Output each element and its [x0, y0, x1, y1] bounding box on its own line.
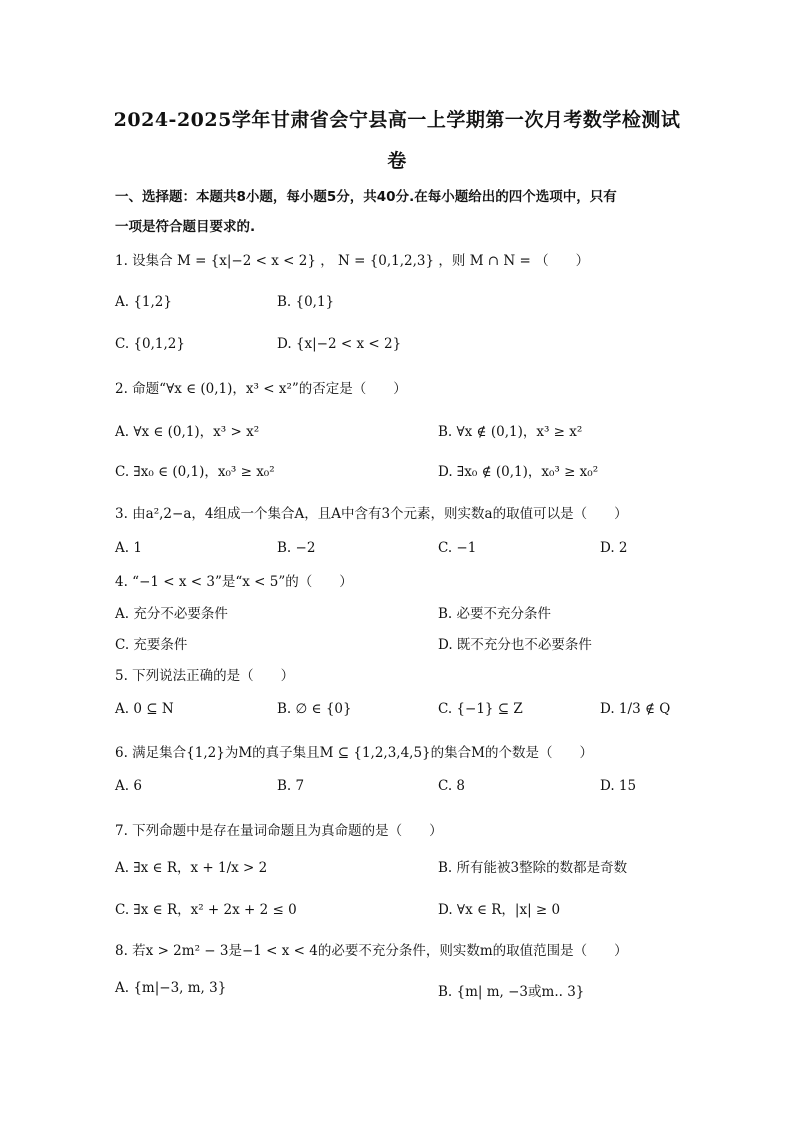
question-7-stem: 7. 下列命题中是存在量词命题且为真命题的是（ ）	[115, 823, 443, 839]
section-heading-line1: 一、选择题：本题共8小题，每小题5分，共40分.在每小题给出的四个选项中，只有	[115, 189, 617, 205]
question-1-option-a: A. {1,2}	[115, 294, 172, 310]
question-2-stem: 2. 命题“∀x ∈ (0,1)，x³ < x²”的否定是（ ）	[115, 381, 407, 397]
question-7-option-d: D. ∀x ∈ R，|x| ≥ 0	[438, 902, 561, 918]
question-3-option-d: D. 2	[600, 540, 628, 556]
question-1-stem: 1. 设集合 M = {x|−2 < x < 2} ， N = {0,1,2,3} ，则 M ∩ N = （ ）	[115, 253, 590, 269]
question-2-option-a: A. ∀x ∈ (0,1)，x³ > x²	[115, 424, 260, 440]
question-7-option-c: C. ∃x ∈ R，x² + 2x + 2 ≤ 0	[115, 902, 297, 918]
question-2-option-b: B. ∀x ∉ (0,1)，x³ ≥ x²	[438, 424, 583, 440]
question-5-option-b: B. ∅ ∈ {0}	[277, 701, 352, 717]
question-6-option-b: B. 7	[277, 778, 305, 794]
question-4-option-a: A. 充分不必要条件	[115, 606, 228, 622]
question-3-option-c: C. −1	[438, 540, 477, 556]
question-4-stem: 4. “−1 < x < 3”是“x < 5”的（ ）	[115, 574, 353, 590]
document-title-line1: 2024-2025学年甘肃省会宁县高一上学期第一次月考数学检测试	[113, 109, 681, 131]
question-4-option-c: C. 充要条件	[115, 637, 188, 653]
question-5-option-a: A. 0 ⊆ N	[115, 701, 174, 717]
question-5-stem: 5. 下列说法正确的是（ ）	[115, 668, 295, 684]
question-7-option-b: B. 所有能被3整除的数都是奇数	[438, 860, 628, 876]
question-6-option-d: D. 15	[600, 778, 637, 794]
question-8-option-b: B. {m| m, −3或m.. 3}	[438, 984, 585, 1000]
section-heading-line2: 一项是符合题目要求的.	[115, 219, 256, 235]
question-2-option-d: D. ∃x₀ ∉ (0,1)，x₀³ ≥ x₀²	[438, 464, 599, 480]
question-6-option-c: C. 8	[438, 778, 466, 794]
question-6-option-a: A. 6	[115, 778, 142, 794]
question-5-option-c: C. {−1} ⊆ Z	[438, 701, 523, 717]
question-3-option-b: B. −2	[277, 540, 316, 556]
question-2-option-c: C. ∃x₀ ∈ (0,1)，x₀³ ≥ x₀²	[115, 464, 275, 480]
question-1-option-b: B. {0,1}	[277, 294, 335, 310]
question-3-stem: 3. 由a²,2−a，4组成一个集合A，且A中含有3个元素，则实数a的取值可以是（ ）	[115, 506, 628, 522]
question-4-option-d: D. 既不充分也不必要条件	[438, 637, 592, 653]
question-3-option-a: A. 1	[115, 540, 142, 556]
question-7-option-a: A. ∃x ∈ R，x + 1/x > 2	[115, 860, 268, 876]
question-4-option-b: B. 必要不充分条件	[438, 606, 552, 622]
question-5-option-d: D. 1/3 ∉ Q	[600, 701, 671, 717]
question-1-option-d: D. {x|−2 < x < 2}	[277, 336, 402, 352]
document-title-line2: 卷	[387, 150, 407, 172]
question-8-stem: 8. 若x > 2m² − 3是−1 < x < 4的必要不充分条件，则实数m的取值范围是（ ）	[115, 943, 628, 959]
question-1-option-c: C. {0,1,2}	[115, 336, 185, 352]
question-6-stem: 6. 满足集合{1,2}为M的真子集且M ⊆ {1,2,3,4,5}的集合M的个数是（ ）	[115, 745, 593, 761]
question-8-option-a: A. {m|−3, m, 3}	[115, 980, 227, 996]
